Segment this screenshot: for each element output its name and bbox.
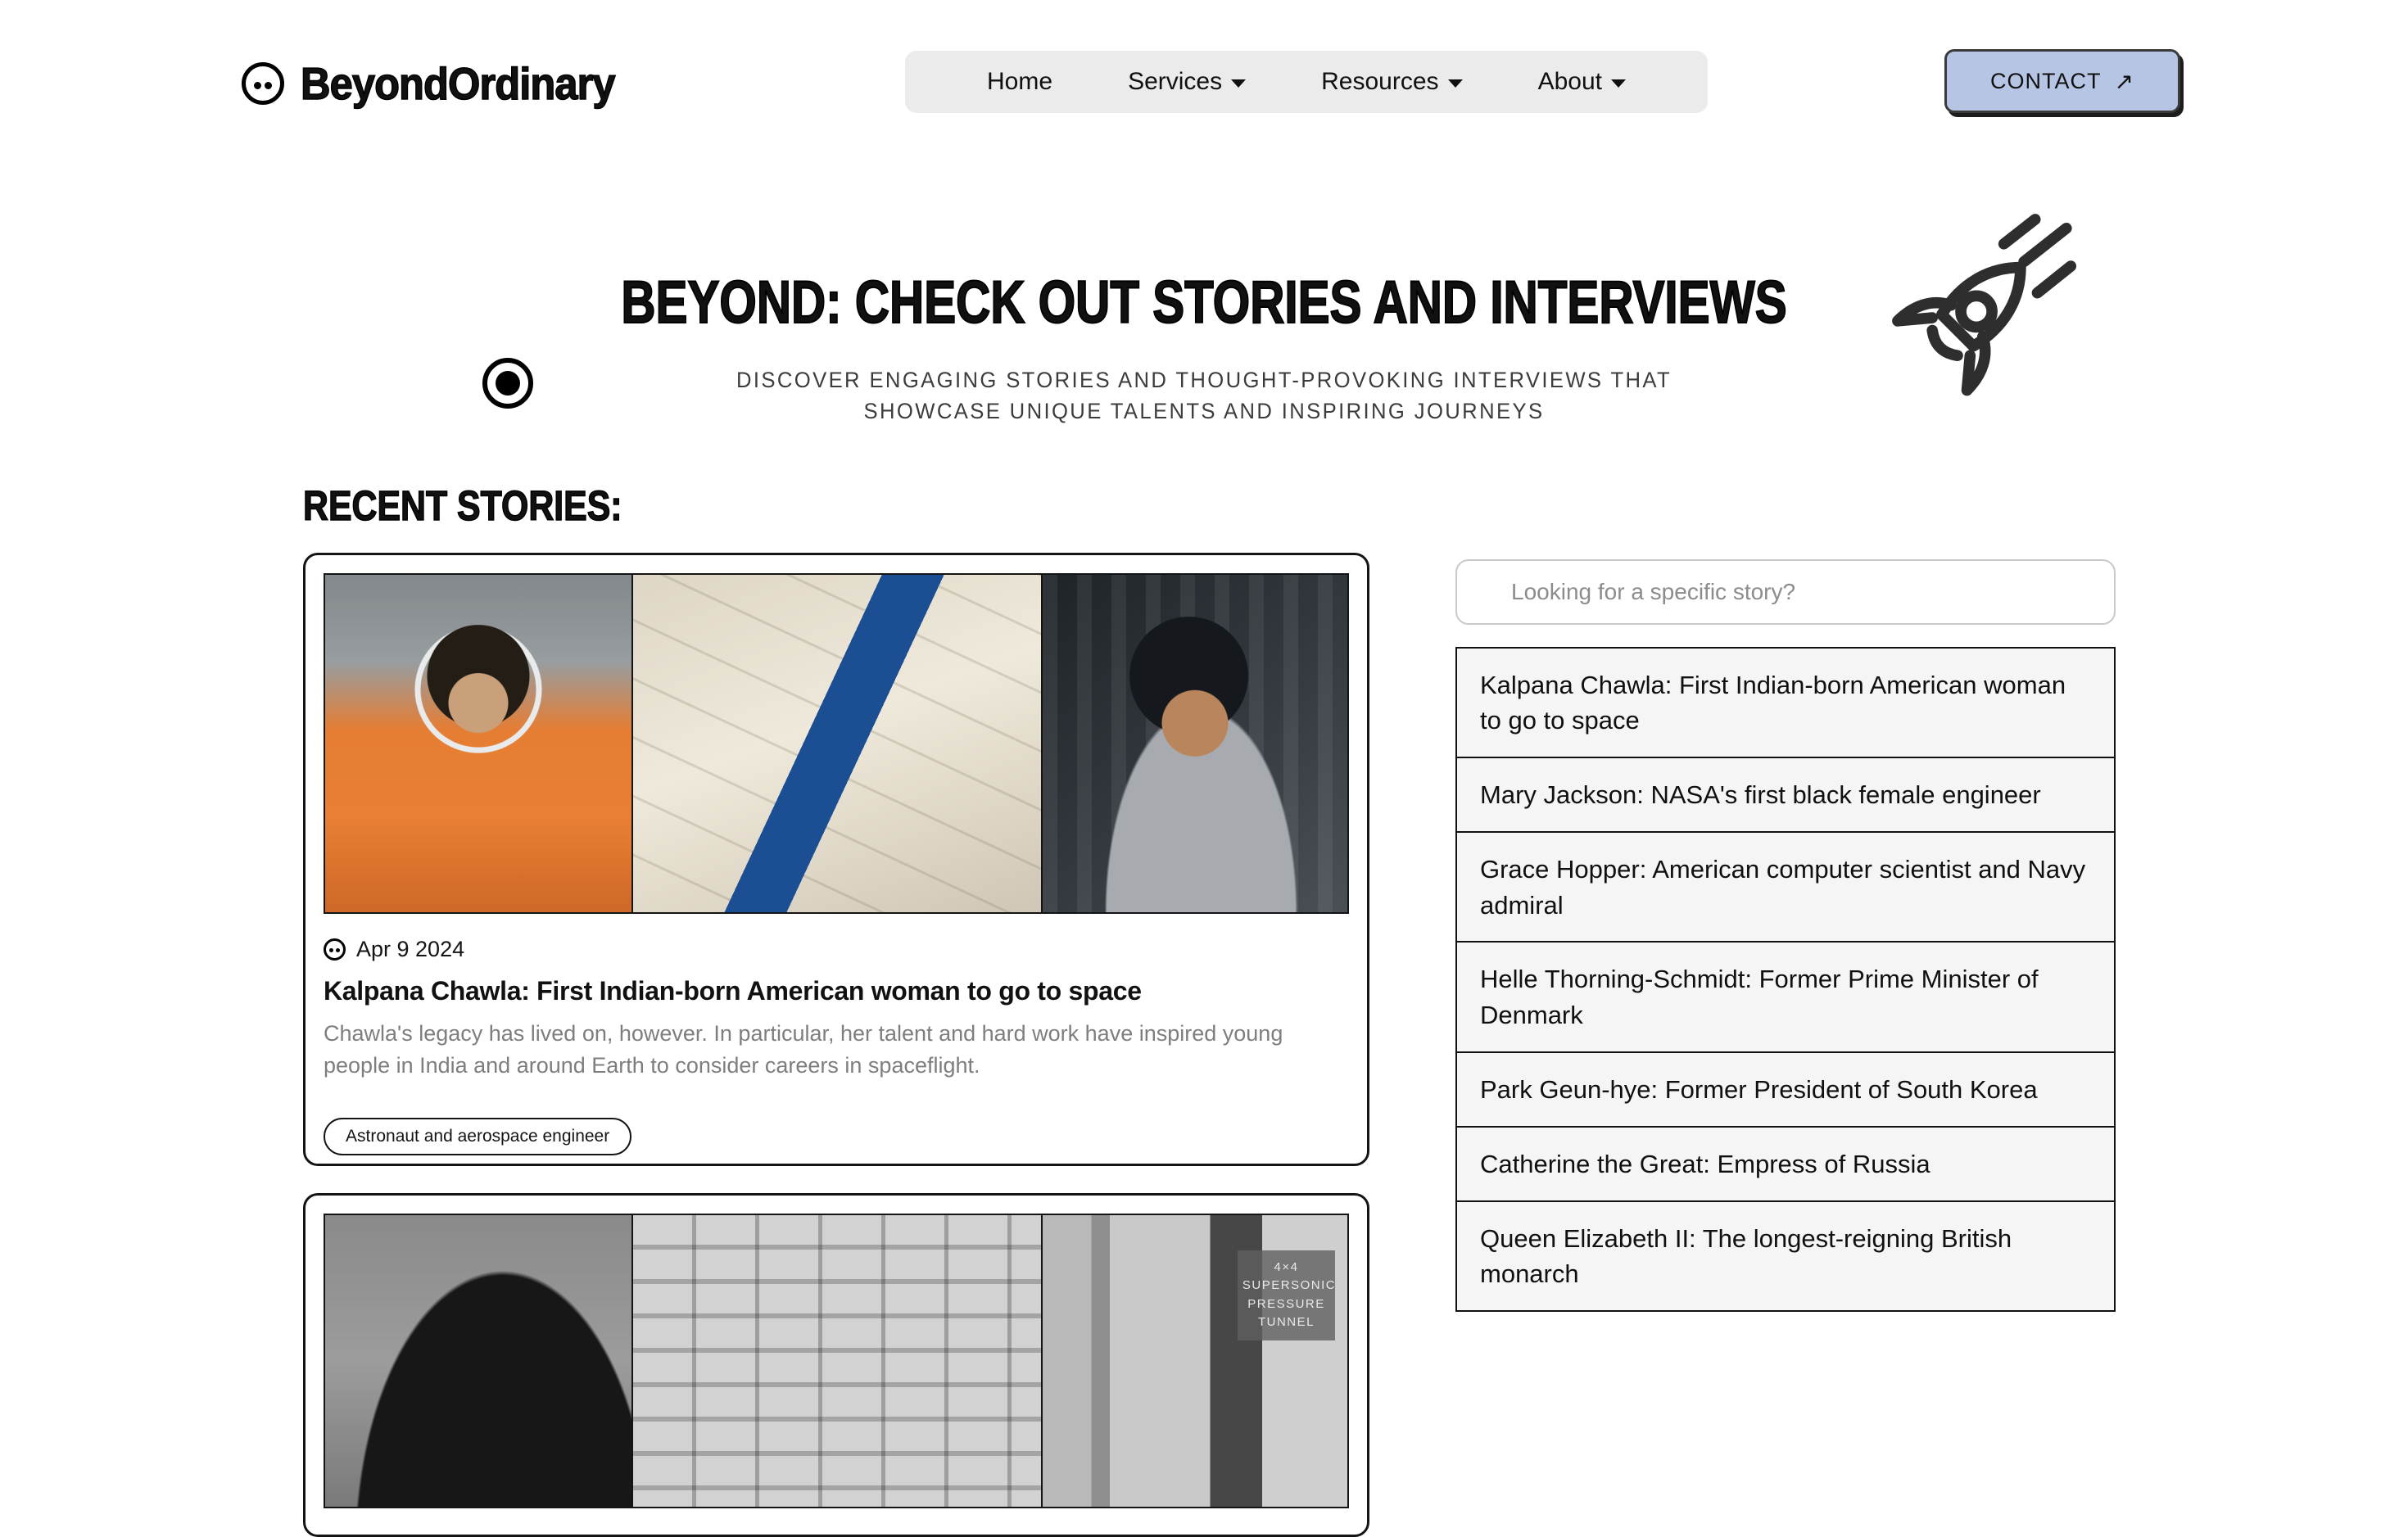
nav-item-label: Services xyxy=(1128,68,1223,95)
nav-item-label: Home xyxy=(987,68,1053,95)
story-list-item[interactable]: Mary Jackson: NASA's first black female engineer xyxy=(1455,757,2116,833)
story-list-item[interactable]: Park Geun-hye: Former President of South Korea xyxy=(1455,1051,2116,1128)
brand[interactable] xyxy=(242,57,642,110)
story-list-item[interactable]: Queen Elizabeth II: The longest-reigning British monarch xyxy=(1455,1200,2116,1313)
story-date: Apr 9 2024 xyxy=(356,937,465,961)
building-sign-line1: 4×4 SUPERSONIC PRESSURE xyxy=(1242,1259,1337,1311)
nav-item-services[interactable] xyxy=(1128,68,1246,96)
logo-face-icon xyxy=(242,62,284,105)
photo-orange-spacesuit-image xyxy=(325,575,631,912)
photo-bw-building-image xyxy=(1041,1215,1347,1507)
story-list xyxy=(1455,647,2116,1312)
chevron-down-icon xyxy=(1448,79,1463,88)
photo-portrait-image xyxy=(1041,575,1347,912)
arrow-up-right-icon: ↗ xyxy=(2114,68,2134,94)
building-sign xyxy=(1238,1250,1335,1340)
building-sign-line2: TUNNEL xyxy=(1257,1315,1315,1330)
recent-stories-heading: RECENT STORIES: xyxy=(303,482,622,529)
nav-item-label: Resources xyxy=(1321,68,1439,95)
photo-bw-portrait-image xyxy=(325,1215,631,1507)
story-photo-collage xyxy=(324,573,1349,914)
story-list-item[interactable]: Helle Thorning-Schmidt: Former Prime Minister of Denmark xyxy=(1455,941,2116,1053)
page-subtitle xyxy=(717,364,1691,427)
story-list-item[interactable]: Grace Hopper: American computer scientist and Navy admiral xyxy=(1455,831,2116,943)
page-subtitle-line1: DISCOVER ENGAGING STORIES AND THOUGHT-PROVOKING INTERVIEWS THAT xyxy=(736,368,1672,392)
main-content xyxy=(303,481,1369,1537)
date-face-icon xyxy=(324,938,346,961)
story-photo-collage-bw xyxy=(324,1214,1349,1508)
chevron-down-icon xyxy=(1611,79,1626,88)
story-card-kalpana-chawla xyxy=(303,553,1369,1166)
story-excerpt: Chawla's legacy has lived on, however. In particular, her talent and hard work have inspired young people in India and around Earth to consider careers in spaceflight. xyxy=(324,1021,1283,1078)
story-card-mary-jackson xyxy=(303,1193,1369,1537)
page-subtitle-line2: SHOWCASE UNIQUE TALENTS AND INSPIRING JOURNEYS xyxy=(863,399,1545,424)
nav-item-resources[interactable] xyxy=(1321,68,1462,96)
chevron-down-icon xyxy=(1231,79,1246,88)
photo-space-station-image xyxy=(631,575,1040,912)
story-title: Kalpana Chawla: First Indian-born American woman to go to space xyxy=(324,976,1142,1006)
nav-item-home[interactable] xyxy=(987,68,1052,96)
story-list-item[interactable]: Catherine the Great: Empress of Russia xyxy=(1455,1126,2116,1202)
search-input[interactable] xyxy=(1455,559,2116,625)
photo-bw-equipment-image xyxy=(631,1215,1040,1507)
story-list-item[interactable]: Kalpana Chawla: First Indian-born American woman to go to space xyxy=(1455,647,2116,759)
page-title: BEYOND: CHECK OUT STORIES AND INTERVIEWS xyxy=(621,269,1787,336)
stories-sidebar xyxy=(1455,559,2116,1312)
rocket-icon xyxy=(1866,195,2089,418)
nav-item-label: About xyxy=(1537,68,1602,95)
contact-button[interactable] xyxy=(1944,49,2180,113)
brand-name: BeyondOrdinary xyxy=(301,58,615,109)
contact-button-label: CONTACT xyxy=(1990,68,2102,93)
story-tag[interactable]: Astronaut and aerospace engineer xyxy=(324,1118,631,1155)
story-date-row xyxy=(324,937,1349,962)
main-nav xyxy=(905,51,1708,113)
nav-item-about[interactable] xyxy=(1538,68,1626,96)
